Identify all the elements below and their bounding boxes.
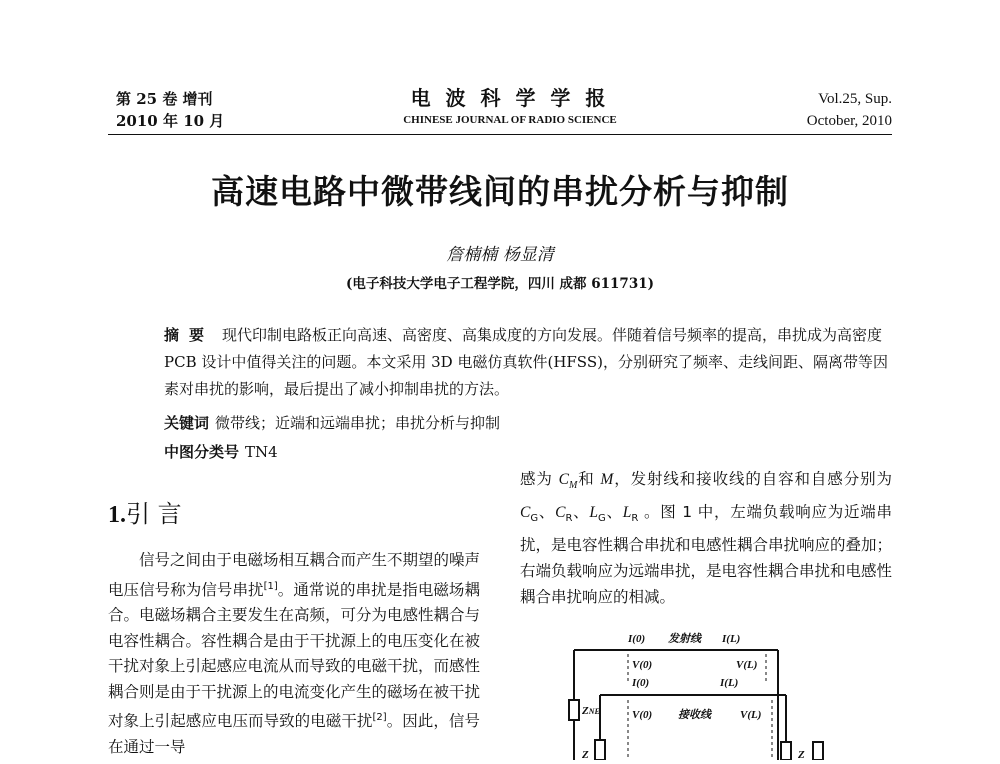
- left-column: [108, 548, 480, 760]
- journal-name-cn: 电 波 科 学 学 报: [410, 86, 610, 110]
- label-z-bottom-left: Z: [582, 749, 589, 760]
- date-en: October, 2010: [806, 113, 892, 129]
- label-v2-right: V(L): [740, 709, 762, 721]
- resistor-far-right: [813, 742, 823, 760]
- label-z-near-end: ZNE: [582, 705, 600, 717]
- volume-en: Vol.25, Sup.: [818, 91, 892, 107]
- rc-sep-1: 、: [538, 503, 556, 522]
- section-number: 1.: [108, 502, 126, 528]
- resistor-bottom-right: [781, 742, 791, 760]
- rc-sep-3: 、: [605, 503, 623, 522]
- abstract-text: 现代印制电路板正向高速、高密度、高集成度的方向发展。伴随着信号频率的提高，串扰成为高密度 PCB 设计中值得关注的问题。本文采用 3D 电磁仿真软件(HFSS)，分别研究了频率、走线间距、隔离带等因素对串扰的影响，最后提出了减小抑制串扰的方法。: [164, 326, 888, 398]
- label-transmit-line: 发射线: [668, 633, 701, 645]
- header-rule: [108, 134, 892, 135]
- sym-cm-sub: M: [568, 480, 578, 492]
- right-column: [520, 466, 892, 610]
- abstract: [164, 322, 892, 403]
- sym-m: M: [600, 471, 614, 488]
- section-title: 引 言: [126, 500, 182, 528]
- sym-cr-sub: R: [565, 513, 573, 525]
- intro-text-b: 。通常说的串扰是指电磁场耦合。电磁场耦合主要发生在高频，可分为电感性耦合与电容性耦合。容性耦合是由于干扰源上的电压变化在被干扰对象上引起感应电流从而导致的电磁干扰，而感性耦合则是由于干扰源上的电流变化产生的磁场在被干扰对象上引起感应电压而导致的电磁干扰: [108, 580, 481, 731]
- rc-text-1: 感为: [520, 470, 559, 488]
- paper-affiliation: (电子科技大学电子工程学院，四川 成都 611731): [345, 276, 655, 292]
- rc-sep-2: 、: [572, 503, 590, 522]
- sym-cm: C: [558, 471, 569, 488]
- keywords-label: 关键词: [164, 414, 210, 432]
- intro-paragraph: [108, 548, 480, 760]
- label-v2-left: V(0): [632, 709, 653, 721]
- intro-text-c: 。因此，信号在通过一导: [108, 712, 480, 756]
- journal-name: [360, 84, 660, 128]
- circuit-diagram: [560, 618, 860, 760]
- label-i1-left: I(0): [628, 633, 646, 645]
- journal-name-en: CHINESE JOURNAL OF RADIO SCIENCE: [403, 114, 617, 126]
- right-paragraph: [520, 466, 892, 610]
- figure-1-circuit: [560, 618, 860, 760]
- classification-text: TN4: [245, 443, 278, 461]
- keywords: [164, 411, 892, 435]
- label-i2-left: I(0): [632, 677, 650, 689]
- paper-authors: 詹楠楠 杨显清: [446, 245, 554, 265]
- sym-cg-sub: G: [530, 513, 539, 525]
- rc-text-2: 和: [577, 470, 601, 488]
- intro-text-a: 信号之间由于电磁场相互耦合而产生不期望的噪声电压信号称为信号串扰: [108, 551, 481, 599]
- label-v1-left: V(0): [632, 659, 653, 671]
- rc-text-4: 。图 1 中，左端负载响应为近端串扰，是电容性耦合串扰和电感性耦合串扰响应的叠加；右端负载响应为远端串扰，是电容性耦合串扰和电感性耦合串扰响应的相减。: [520, 503, 893, 607]
- citation-2[interactable]: [2]: [372, 712, 387, 724]
- header-right: [807, 88, 892, 132]
- rc-text-3: ，发射线和接收线的自容和自感分别为: [613, 470, 892, 488]
- resistor-bottom-left: [595, 740, 605, 760]
- sym-lg: L: [589, 504, 599, 522]
- classification-label: 中图分类号: [164, 443, 240, 461]
- section-heading: [108, 494, 182, 529]
- label-i1-right: I(L): [722, 633, 741, 645]
- sym-lg-sub: G: [598, 513, 606, 525]
- label-v1-right: V(L): [736, 659, 758, 671]
- sym-lr-sub: R: [631, 513, 639, 525]
- volume-cn: 第 25 卷 增刊: [116, 90, 213, 108]
- sym-cg: C: [520, 504, 531, 522]
- classification: [164, 440, 278, 464]
- label-z-bottom-right: Z: [798, 749, 805, 760]
- resistor-near-end: [569, 700, 579, 720]
- keywords-text: 微带线；近端和远端串扰；串扰分析与抑制: [215, 414, 501, 432]
- date-cn: 2010 年 10 月: [116, 112, 225, 130]
- label-i2-right: I(L): [720, 677, 739, 689]
- sym-lr: L: [622, 504, 632, 522]
- header-left: [116, 88, 224, 132]
- sym-cr: C: [555, 504, 566, 522]
- abstract-label: 摘要: [164, 326, 215, 344]
- citation-1[interactable]: [1]: [263, 580, 278, 592]
- paper-title: 高速电路中微带线间的串扰分析与抑制: [211, 172, 789, 211]
- label-receive-line: 接收线: [678, 709, 711, 721]
